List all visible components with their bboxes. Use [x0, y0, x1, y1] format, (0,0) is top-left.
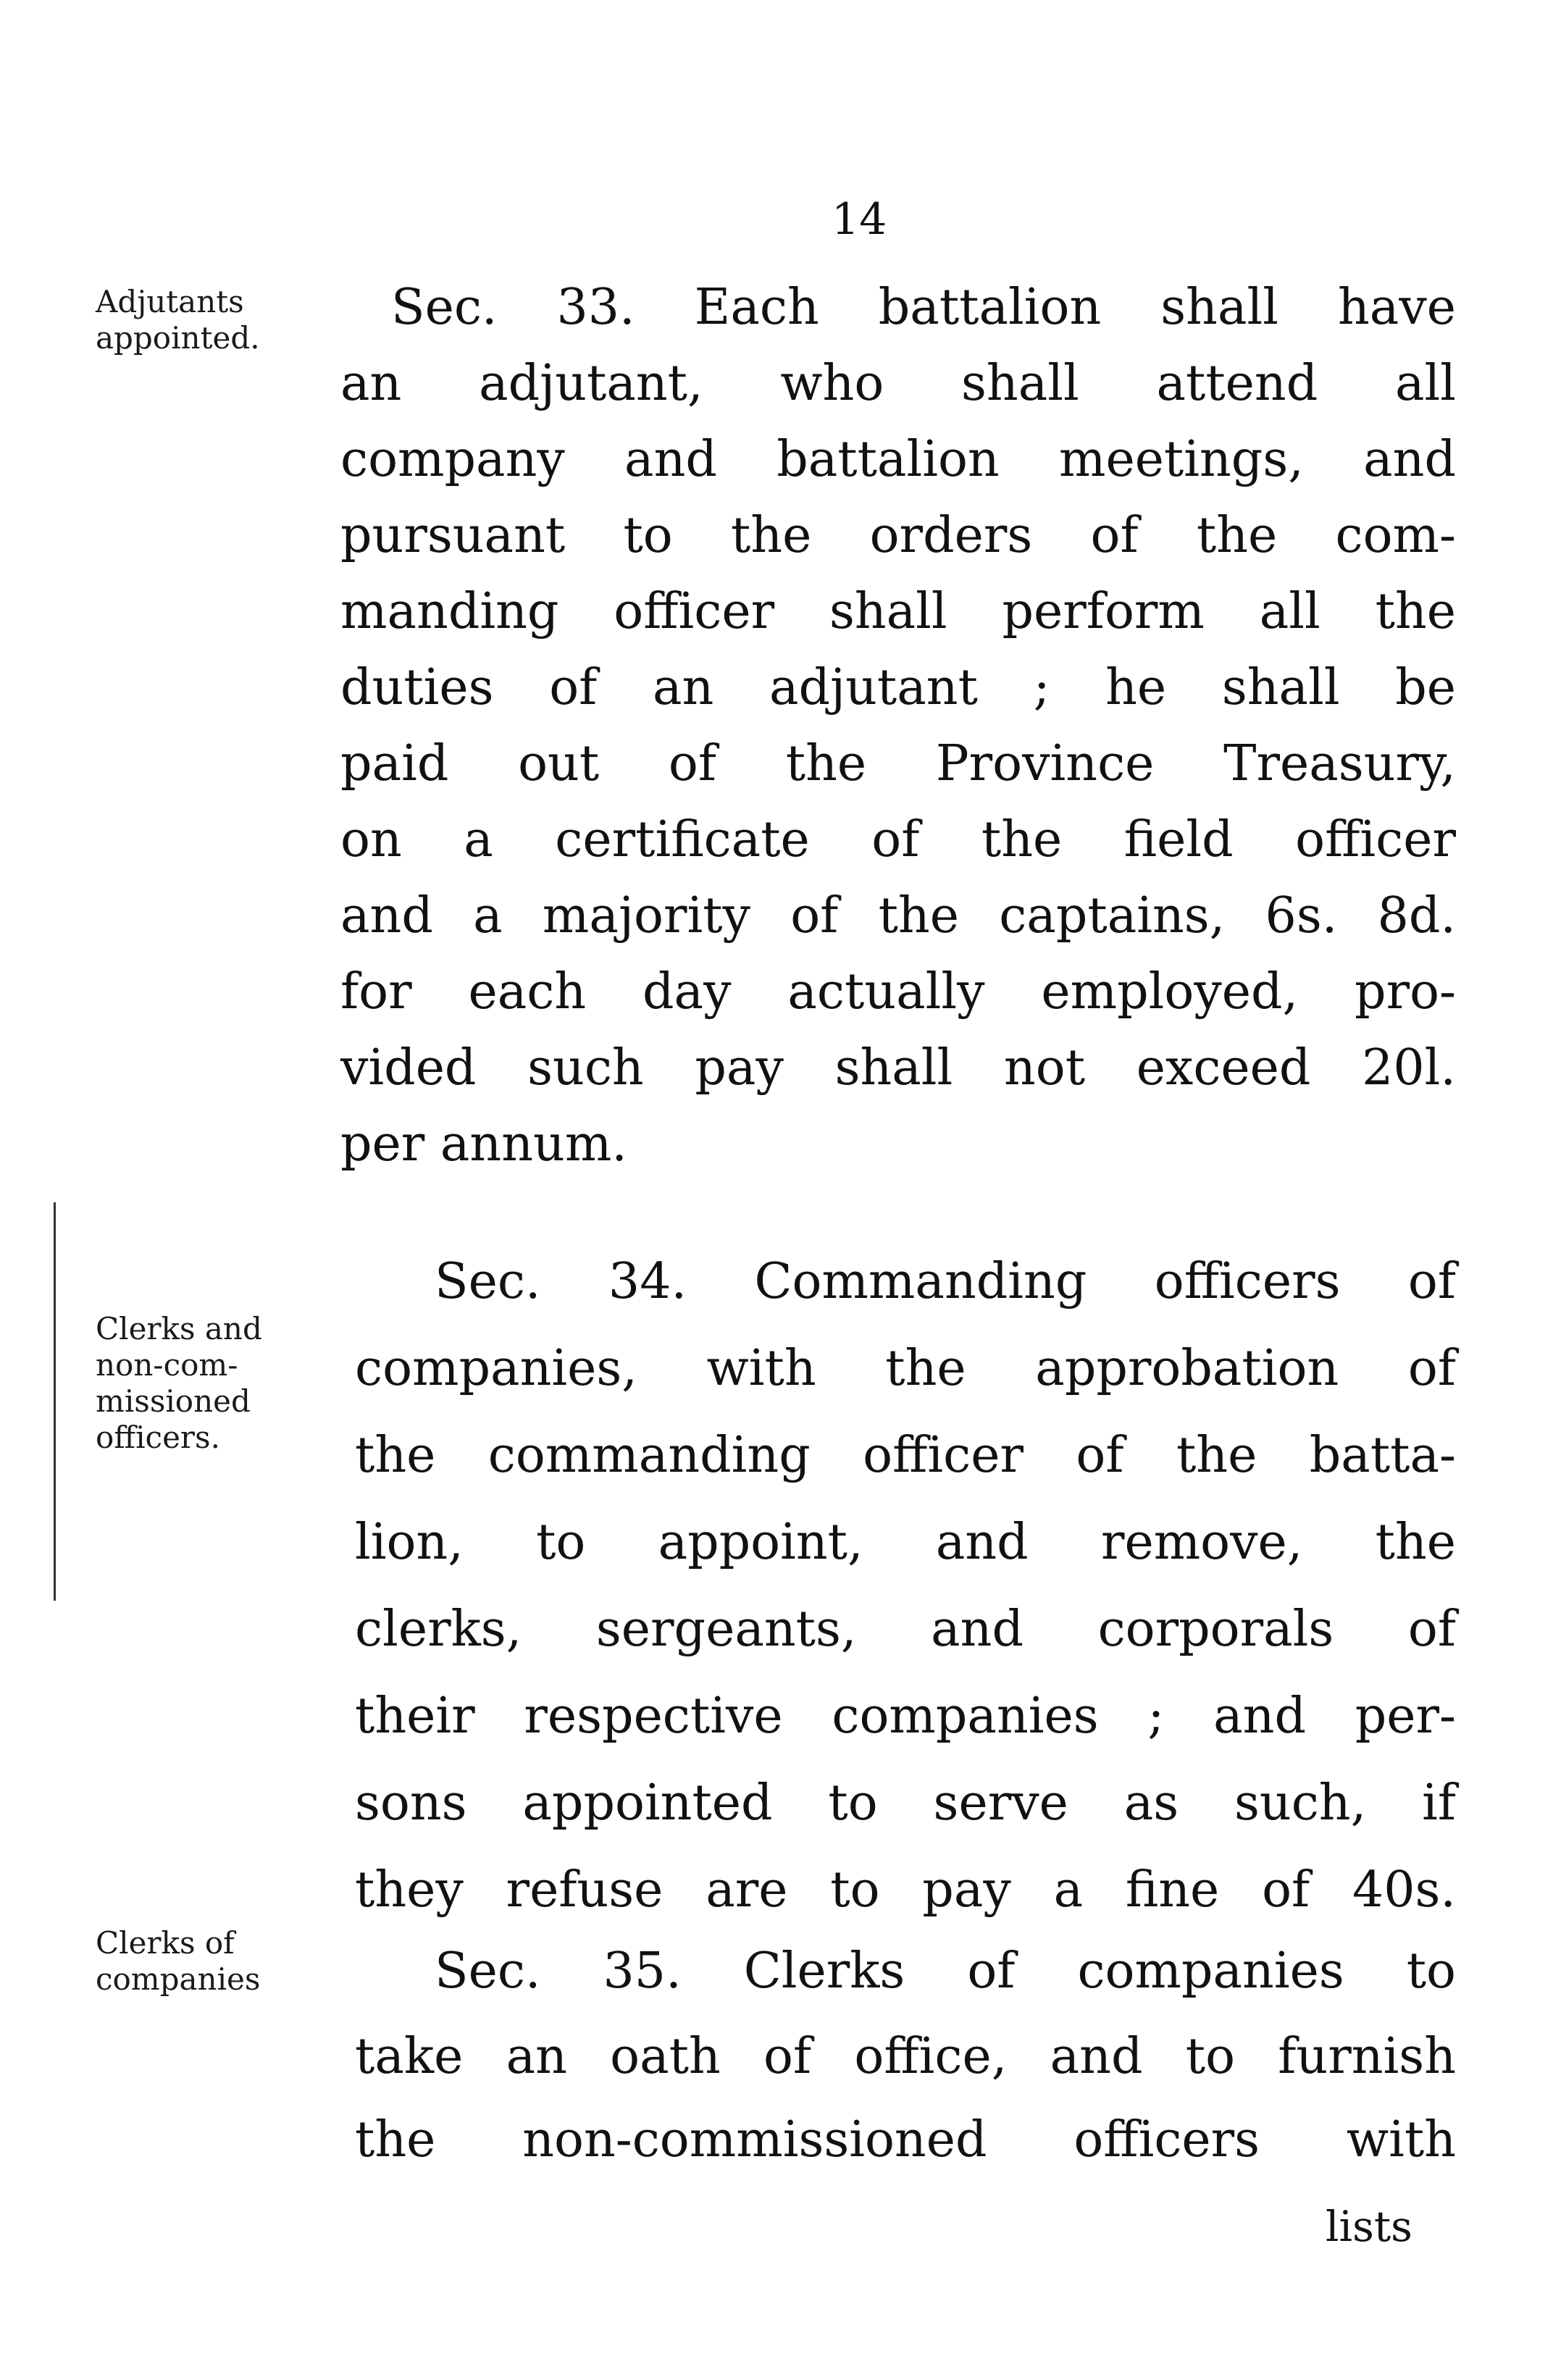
- text-line: on a certificate of the field officer: [340, 811, 1456, 868]
- text-line: company and battalion meetings, and: [340, 431, 1456, 488]
- text-line: pursuant to the orders of the com-: [340, 507, 1456, 564]
- text-line: vided such pay shall not exceed 20l.: [340, 1039, 1456, 1097]
- text-line: duties of an adjutant ; he shall be: [340, 659, 1456, 716]
- text-line: Sec. 35. Clerks of companies to: [435, 1943, 1456, 2000]
- marginal-note-line: Clerks of: [96, 1925, 235, 1961]
- marginal-note-line: appointed.: [96, 320, 260, 356]
- marginal-note-line: non-com-: [96, 1347, 238, 1383]
- text-line: an adjutant, who shall attend all: [340, 355, 1456, 412]
- text-line: Sec. 34. Commanding officers of: [435, 1253, 1456, 1310]
- text-line: companies, with the approbation of: [355, 1340, 1456, 1397]
- marginal-note-line: missioned: [96, 1383, 251, 1419]
- marginal-note-clerks-companies: [96, 1925, 260, 1998]
- text-line: they refuse are to pay a fine of 40s.: [355, 1861, 1456, 1919]
- page-number: 14: [832, 194, 887, 245]
- text-line: for each day actually employed, pro-: [340, 963, 1456, 1021]
- marginal-note-line: Adjutants: [96, 284, 244, 319]
- margin-rule: [54, 1202, 56, 1601]
- text-line: take an oath of office, and to furnish: [355, 2028, 1456, 2085]
- marginal-note-adjutants: [96, 284, 260, 356]
- text-line: and a majority of the captains, 6s. 8d.: [340, 887, 1456, 944]
- catchword: lists: [1326, 2202, 1412, 2251]
- text-line: clerks, sergeants, and corporals of: [355, 1601, 1456, 1658]
- text-line: lion, to appoint, and remove, the: [355, 1514, 1456, 1571]
- marginal-note-clerks-non-com: [96, 1311, 262, 1456]
- text-line: per annum.: [340, 1115, 627, 1173]
- text-line: paid out of the Province Treasury,: [340, 735, 1456, 792]
- text-line: manding officer shall perform all the: [340, 583, 1456, 640]
- text-line: Sec. 33. Each battalion shall have: [391, 279, 1456, 336]
- marginal-note-line: officers.: [96, 1420, 220, 1455]
- text-line: the commanding officer of the batta-: [355, 1427, 1456, 1484]
- marginal-note-line: Clerks and: [96, 1311, 262, 1346]
- text-line: the non-commissioned officers with: [355, 2111, 1456, 2169]
- text-line: their respective companies ; and per-: [355, 1688, 1456, 1745]
- text-line: sons appointed to serve as such, if: [355, 1774, 1456, 1832]
- marginal-note-line: companies: [96, 1961, 261, 1997]
